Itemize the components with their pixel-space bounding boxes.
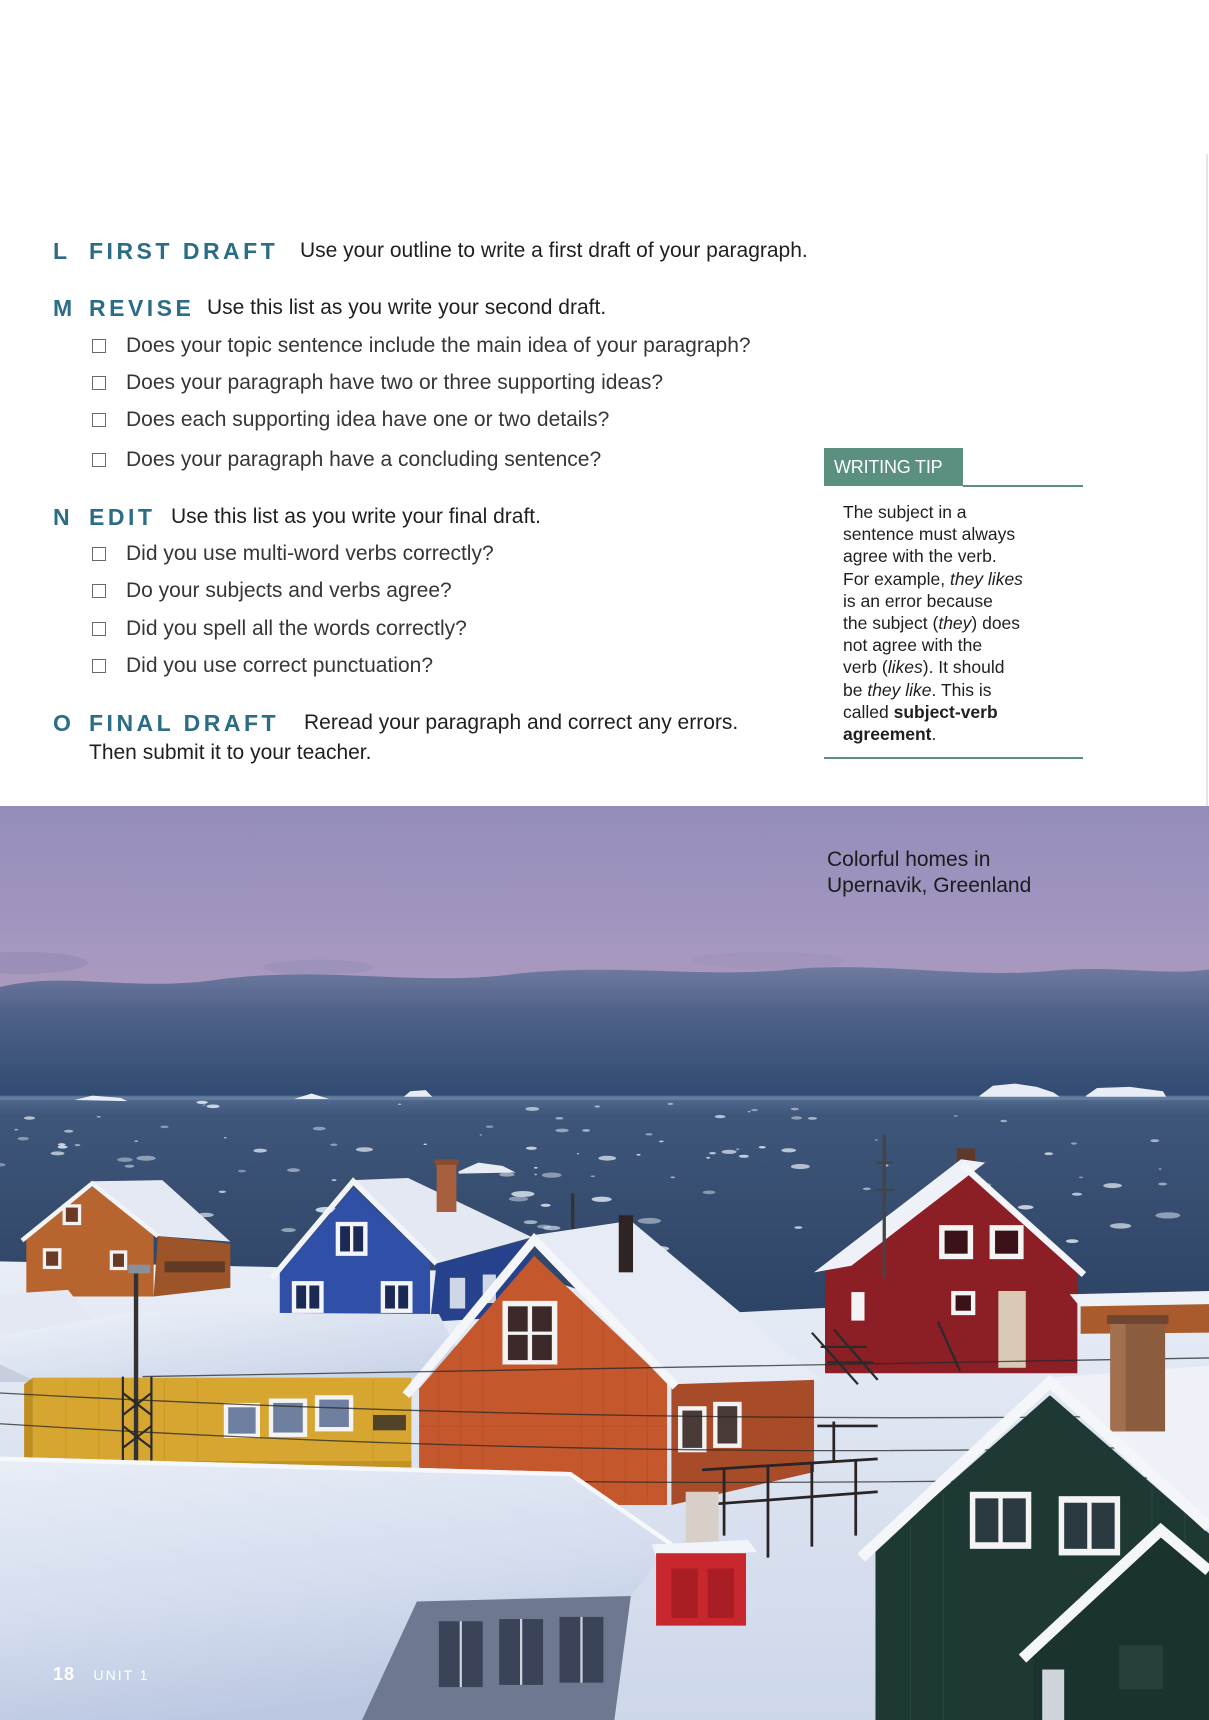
- ice-floe: [541, 1204, 551, 1207]
- ice-floe: [535, 1174, 537, 1176]
- tip-text: ) does: [971, 613, 1021, 634]
- checklist-item: [0, 541, 820, 567]
- ice-floe: [281, 1228, 295, 1232]
- ice-floe: [954, 1115, 958, 1117]
- ice-floe: [591, 1175, 595, 1177]
- ice-floe: [64, 1130, 73, 1133]
- writing-tip-line: [843, 590, 1023, 612]
- ice-floe: [526, 1107, 540, 1111]
- checklist-item-text: Does your topic sentence include the main idea of your paragraph?: [126, 334, 751, 357]
- activity-first-draft: [0, 237, 1209, 265]
- ice-floe: [791, 1164, 810, 1169]
- ice-floe: [499, 1172, 514, 1176]
- ice-floe: [117, 1157, 133, 1161]
- tip-text: not agree with the: [843, 635, 983, 656]
- checklist-item-text: Does your paragraph have a concluding sentence?: [126, 448, 602, 471]
- activity-heading: EDIT: [89, 504, 156, 530]
- caption-line: Colorful homes in: [827, 848, 991, 871]
- chimney: [619, 1215, 633, 1272]
- cloud-bank: [0, 967, 1209, 1100]
- ice-floe: [794, 1226, 802, 1229]
- ice-floe: [17, 1137, 29, 1141]
- checklist-item: [0, 407, 820, 433]
- ice-floe: [875, 1139, 878, 1141]
- ice-floe: [253, 1149, 267, 1153]
- tip-italic-example: they like: [867, 679, 932, 700]
- ice-floe: [759, 1146, 766, 1148]
- ice-floe: [808, 1117, 817, 1120]
- tip-bold-term: subject-verb: [893, 701, 998, 722]
- caption-line: Upernavik, Greenland: [827, 874, 1032, 897]
- checkbox: [92, 659, 106, 673]
- ice-floe: [598, 1156, 616, 1161]
- checkbox: [92, 413, 106, 427]
- activity-letter: O: [53, 710, 72, 736]
- ice-floe: [592, 1197, 612, 1202]
- ice-floe: [238, 1170, 246, 1173]
- ice-floe: [24, 1116, 35, 1119]
- writing-tip-line: [843, 523, 1023, 545]
- activity-revise: [0, 294, 1209, 322]
- tip-text: the subject (: [843, 613, 939, 634]
- ice-floe: [511, 1191, 534, 1197]
- writing-tip-body: [843, 501, 1023, 745]
- ice-floe: [219, 1191, 226, 1193]
- ice-floe: [287, 1168, 300, 1172]
- ice-floe: [577, 1153, 579, 1154]
- writing-tip-line: [843, 679, 1023, 701]
- photo-caption: [827, 847, 1031, 899]
- page-number: 18: [53, 1664, 76, 1684]
- checkbox: [92, 547, 106, 561]
- tip-text: verb (: [843, 657, 888, 678]
- ice-floe: [645, 1133, 652, 1135]
- checklist-item-text: Did you spell all the words correctly?: [126, 617, 467, 640]
- ice-floe: [224, 1137, 227, 1139]
- ice-floe: [526, 1147, 537, 1150]
- activity-instruction-continued: Then submit it to your teacher.: [89, 741, 372, 764]
- checkbox: [92, 376, 106, 390]
- page-footer: [53, 1662, 150, 1686]
- tip-text: called: [843, 701, 894, 722]
- ice-floe: [1079, 1177, 1083, 1179]
- ice-floe: [14, 1129, 18, 1131]
- ice-floe: [542, 1172, 562, 1177]
- ice-floe: [486, 1125, 494, 1128]
- ice-floe: [134, 1140, 138, 1142]
- checklist-item: [0, 447, 820, 473]
- tip-text: . This is: [931, 679, 992, 700]
- checklist-item: [0, 616, 820, 642]
- ice-floe: [747, 1111, 750, 1113]
- writing-tip-top-rule: [963, 485, 1083, 487]
- checkbox: [92, 339, 106, 353]
- ice-floe: [659, 1140, 664, 1142]
- checklist-item-text: Does your paragraph have two or three supporting ideas?: [126, 371, 663, 394]
- door: [998, 1291, 1025, 1368]
- activity-edit: [0, 503, 1209, 531]
- house-yellow: [0, 1312, 463, 1472]
- ice-floe: [722, 1150, 737, 1154]
- tip-text: .: [931, 724, 937, 745]
- ice-floe: [555, 1129, 568, 1133]
- ice-floe: [330, 1144, 337, 1146]
- checklist-item-text: Did you use multi-word verbs correctly?: [126, 542, 494, 565]
- ice-floe: [670, 1176, 675, 1178]
- tip-italic-example: likes: [887, 657, 923, 678]
- activity-instruction: Reread your paragraph and correct any errors.: [304, 711, 739, 734]
- ice-floe: [58, 1145, 68, 1148]
- ice-floe: [1071, 1142, 1077, 1144]
- chimney: [437, 1163, 457, 1212]
- checklist-item: [0, 333, 820, 359]
- writing-tip-line: [843, 723, 1023, 745]
- ice-floe: [703, 1190, 716, 1194]
- writing-tip-line: [843, 701, 1023, 723]
- writing-tip-title: WRITING TIP: [824, 448, 963, 486]
- ice-floe: [1155, 1212, 1180, 1218]
- checklist-item: [0, 370, 820, 396]
- writing-tip-line: [843, 656, 1023, 678]
- writing-tip-line: [843, 545, 1023, 567]
- ice-floe: [534, 1167, 538, 1169]
- unit-label: UNIT 1: [93, 1667, 150, 1683]
- ice-floe: [1072, 1193, 1082, 1196]
- ice-floe: [1159, 1168, 1162, 1170]
- checklist-item-text: Do your subjects and verbs agree?: [126, 579, 452, 602]
- checklist-item: [0, 653, 820, 679]
- ice-floe: [74, 1144, 80, 1146]
- ice-floe: [423, 1144, 427, 1146]
- cloud-wisp: [263, 960, 373, 975]
- tip-bold-term: agreement: [843, 724, 932, 745]
- ice-floe: [1158, 1183, 1167, 1186]
- checklist-item-text: Did you use correct punctuation?: [126, 654, 434, 677]
- ice-floe: [125, 1165, 135, 1168]
- writing-tip-line: [843, 634, 1023, 656]
- activity-instruction: Use this list as you write your final draft.: [171, 505, 541, 528]
- activity-letter: N: [53, 504, 71, 530]
- ice-floe: [480, 1134, 482, 1135]
- tip-text: For example,: [843, 568, 950, 589]
- checkbox: [92, 622, 106, 636]
- ice-floe: [509, 1196, 528, 1201]
- ice-floe: [739, 1155, 749, 1158]
- activity-instruction: Use this list as you write your second draft.: [207, 296, 607, 319]
- writing-tip-line: [843, 568, 1023, 590]
- ice-floe: [313, 1127, 326, 1131]
- activity-heading: REVISE: [89, 295, 195, 321]
- ice-floe: [1150, 1139, 1159, 1142]
- cloud-wisp: [691, 952, 845, 970]
- ice-floe: [1000, 1120, 1007, 1122]
- activity-final-draft: [0, 709, 1209, 737]
- writing-tip-bottom-rule: [824, 757, 1083, 759]
- ice-floe: [136, 1156, 155, 1161]
- tip-italic-example: they: [938, 613, 972, 634]
- ice-floe: [715, 1115, 726, 1118]
- activity-instruction: Use your outline to write a first draft of your paragraph.: [300, 239, 808, 262]
- activity-letter: L: [53, 238, 69, 264]
- writing-tip-line: [843, 501, 1023, 523]
- tip-text: The subject in a: [843, 502, 967, 522]
- ice-floe: [524, 1220, 538, 1224]
- ice-floe: [196, 1101, 207, 1104]
- activity-heading: FIRST DRAFT: [89, 238, 279, 264]
- tip-text: is an error because: [843, 590, 993, 611]
- ice-floe: [706, 1157, 710, 1159]
- ice-floe: [781, 1148, 796, 1152]
- tip-italic-example: they likes: [949, 568, 1023, 589]
- ice-floe: [791, 1116, 802, 1119]
- ice-floe: [51, 1151, 65, 1155]
- ice-floe: [751, 1109, 758, 1111]
- ice-floe: [1110, 1223, 1131, 1228]
- ice-floe: [638, 1218, 661, 1224]
- ice-floe: [791, 1108, 799, 1111]
- ice-floe: [160, 1126, 168, 1129]
- ice-floe: [1066, 1239, 1079, 1243]
- ice-floe: [356, 1147, 373, 1152]
- ice-floe: [97, 1116, 101, 1118]
- tip-text: ). It should: [922, 657, 1005, 678]
- ice-floe: [332, 1179, 337, 1181]
- ice-floe: [58, 1143, 66, 1146]
- writing-tip-line: [843, 612, 1023, 634]
- ice-floe: [202, 1104, 205, 1106]
- ice-floe: [582, 1129, 590, 1132]
- checklist-item: [0, 578, 820, 604]
- tip-text: be: [843, 679, 868, 700]
- checkbox: [92, 453, 106, 467]
- ice-floe: [595, 1106, 600, 1108]
- checklist-item-text: Does each supporting idea have one or two details?: [126, 408, 610, 431]
- ice-floe: [668, 1103, 674, 1105]
- activity-final-draft-line2: [0, 739, 1209, 767]
- tip-text: agree with the verb.: [843, 546, 997, 567]
- ice-floe: [863, 1188, 871, 1191]
- ice-floe: [736, 1148, 740, 1150]
- checkbox: [92, 584, 106, 598]
- ice-floe: [537, 1225, 551, 1229]
- ice-floe: [1044, 1152, 1053, 1155]
- ice-floe: [555, 1117, 563, 1120]
- greenland-houses-photo: [0, 806, 1209, 1720]
- ice-floe: [1103, 1183, 1122, 1188]
- activity-letter: M: [53, 295, 74, 321]
- tip-text: sentence must always: [843, 524, 1016, 545]
- ice-floe: [1018, 1205, 1034, 1209]
- ice-floe: [636, 1154, 640, 1156]
- ice-floe: [207, 1104, 220, 1108]
- ice-floe: [398, 1103, 401, 1105]
- ice-floe: [709, 1152, 716, 1154]
- activity-heading: FINAL DRAFT: [89, 710, 280, 736]
